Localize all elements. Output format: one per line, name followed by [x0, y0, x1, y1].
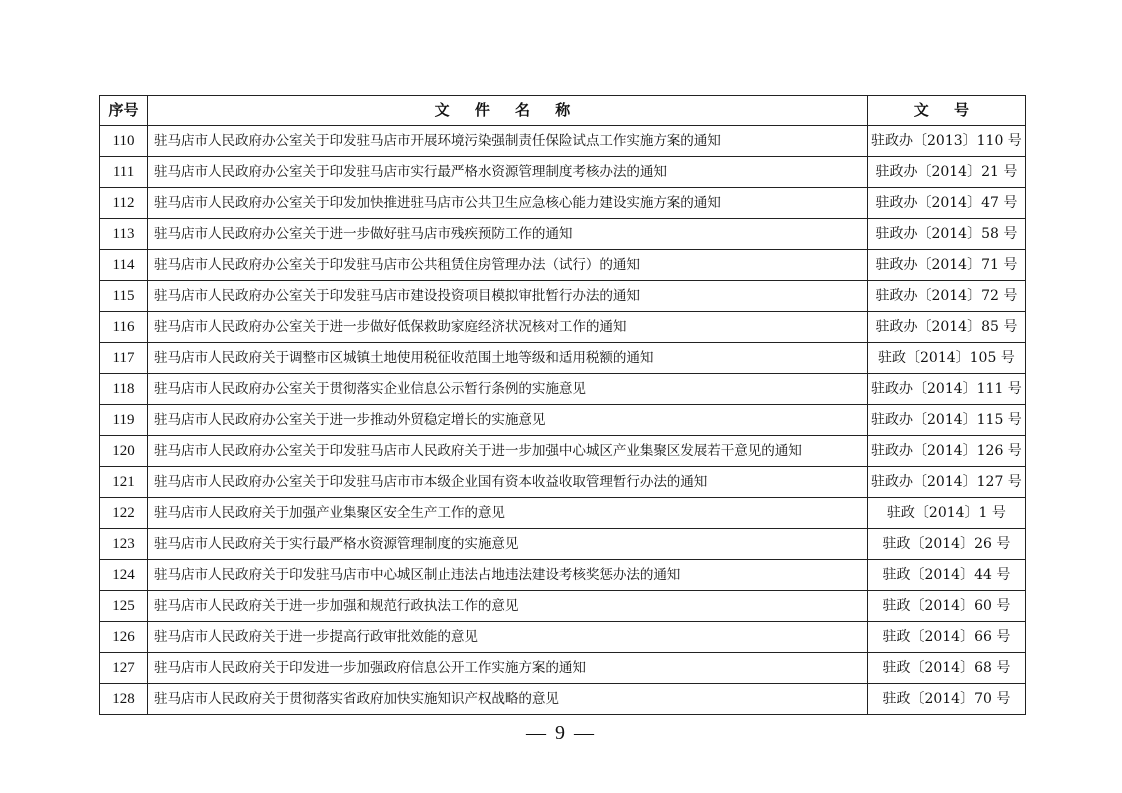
serial-number-cell: 122 [100, 498, 148, 529]
document-name-cell: 驻马店市人民政府办公室关于印发驻马店市市本级企业国有资本收益收取管理暂行办法的通知 [148, 467, 868, 498]
document-number-cell: 驻政办〔2014〕126 号 [867, 436, 1025, 467]
serial-number-cell: 127 [100, 653, 148, 684]
table-row [100, 684, 1026, 715]
document-number-cell: 驻政〔2014〕105 号 [867, 343, 1025, 374]
document-number-cell: 驻政〔2014〕70 号 [867, 684, 1025, 715]
document-number-cell: 驻政〔2014〕44 号 [867, 560, 1025, 591]
table-row [100, 157, 1026, 188]
serial-number-cell: 123 [100, 529, 148, 560]
document-name-cell: 驻马店市人民政府关于印发驻马店市中心城区制止违法占地违法建设考核奖惩办法的通知 [148, 560, 868, 591]
serial-number-cell: 117 [100, 343, 148, 374]
table-row [100, 219, 1026, 250]
table-row [100, 405, 1026, 436]
document-name-cell: 驻马店市人民政府办公室关于进一步推动外贸稳定增长的实施意见 [148, 405, 868, 436]
serial-number-cell: 119 [100, 405, 148, 436]
table-row [100, 467, 1026, 498]
table-row [100, 312, 1026, 343]
document-name-cell: 驻马店市人民政府关于调整市区城镇土地使用税征收范围土地等级和适用税额的通知 [148, 343, 868, 374]
document-name-cell: 驻马店市人民政府办公室关于印发驻马店市建设投资项目模拟审批暂行办法的通知 [148, 281, 868, 312]
serial-number-cell: 112 [100, 188, 148, 219]
document-name-cell: 驻马店市人民政府办公室关于印发驻马店市公共租赁住房管理办法（试行）的通知 [148, 250, 868, 281]
table-row [100, 498, 1026, 529]
serial-number-cell: 110 [100, 126, 148, 157]
header-serial-number: 序号 [100, 96, 148, 126]
document-name-cell: 驻马店市人民政府关于进一步提高行政审批效能的意见 [148, 622, 868, 653]
document-list-table [99, 95, 1026, 715]
document-number-cell: 驻政办〔2014〕111 号 [867, 374, 1025, 405]
serial-number-cell: 125 [100, 591, 148, 622]
document-name-cell: 驻马店市人民政府办公室关于印发驻马店市实行最严格水资源管理制度考核办法的通知 [148, 157, 868, 188]
table-header-row [100, 96, 1026, 126]
table-row [100, 126, 1026, 157]
document-name-cell: 驻马店市人民政府办公室关于进一步做好驻马店市残疾预防工作的通知 [148, 219, 868, 250]
serial-number-cell: 126 [100, 622, 148, 653]
serial-number-cell: 116 [100, 312, 148, 343]
header-document-number: 文 号 [867, 96, 1025, 126]
serial-number-cell: 128 [100, 684, 148, 715]
serial-number-cell: 121 [100, 467, 148, 498]
table-row [100, 622, 1026, 653]
header-document-name: 文 件 名 称 [148, 96, 868, 126]
table-row [100, 281, 1026, 312]
table-row [100, 343, 1026, 374]
table-row [100, 188, 1026, 219]
document-name-cell: 驻马店市人民政府办公室关于印发驻马店市人民政府关于进一步加强中心城区产业集聚区发展若干意见的通知 [148, 436, 868, 467]
table-header [100, 96, 1026, 126]
document-number-cell: 驻政办〔2014〕127 号 [867, 467, 1025, 498]
serial-number-cell: 118 [100, 374, 148, 405]
document-number-cell: 驻政〔2014〕68 号 [867, 653, 1025, 684]
document-name-cell: 驻马店市人民政府办公室关于进一步做好低保救助家庭经济状况核对工作的通知 [148, 312, 868, 343]
document-number-cell: 驻政〔2014〕1 号 [867, 498, 1025, 529]
table-body [100, 126, 1026, 715]
serial-number-cell: 113 [100, 219, 148, 250]
table-row [100, 560, 1026, 591]
serial-number-cell: 114 [100, 250, 148, 281]
document-number-cell: 驻政办〔2014〕71 号 [867, 250, 1025, 281]
document-name-cell: 驻马店市人民政府关于进一步加强和规范行政执法工作的意见 [148, 591, 868, 622]
document-number-cell: 驻政办〔2014〕85 号 [867, 312, 1025, 343]
table-row [100, 374, 1026, 405]
serial-number-cell: 115 [100, 281, 148, 312]
document-name-cell: 驻马店市人民政府办公室关于印发加快推进驻马店市公共卫生应急核心能力建设实施方案的通知 [148, 188, 868, 219]
document-name-cell: 驻马店市人民政府关于贯彻落实省政府加快实施知识产权战略的意见 [148, 684, 868, 715]
page-number: — 9 — [526, 722, 596, 744]
document-name-cell: 驻马店市人民政府关于加强产业集聚区安全生产工作的意见 [148, 498, 868, 529]
document-name-cell: 驻马店市人民政府关于印发进一步加强政府信息公开工作实施方案的通知 [148, 653, 868, 684]
document-number-cell: 驻政办〔2014〕47 号 [867, 188, 1025, 219]
serial-number-cell: 111 [100, 157, 148, 188]
document-name-cell: 驻马店市人民政府关于实行最严格水资源管理制度的实施意见 [148, 529, 868, 560]
document-number-cell: 驻政〔2014〕60 号 [867, 591, 1025, 622]
document-number-cell: 驻政办〔2014〕72 号 [867, 281, 1025, 312]
document-number-cell: 驻政办〔2013〕110 号 [867, 126, 1025, 157]
table-row [100, 591, 1026, 622]
document-number-cell: 驻政办〔2014〕21 号 [867, 157, 1025, 188]
document-number-cell: 驻政办〔2014〕58 号 [867, 219, 1025, 250]
table-row [100, 436, 1026, 467]
document-number-cell: 驻政〔2014〕66 号 [867, 622, 1025, 653]
table-row [100, 250, 1026, 281]
document-name-cell: 驻马店市人民政府办公室关于贯彻落实企业信息公示暂行条例的实施意见 [148, 374, 868, 405]
table-row [100, 653, 1026, 684]
document-number-cell: 驻政〔2014〕26 号 [867, 529, 1025, 560]
document-number-cell: 驻政办〔2014〕115 号 [867, 405, 1025, 436]
serial-number-cell: 124 [100, 560, 148, 591]
document-name-cell: 驻马店市人民政府办公室关于印发驻马店市开展环境污染强制责任保险试点工作实施方案的通知 [148, 126, 868, 157]
table-row [100, 529, 1026, 560]
serial-number-cell: 120 [100, 436, 148, 467]
